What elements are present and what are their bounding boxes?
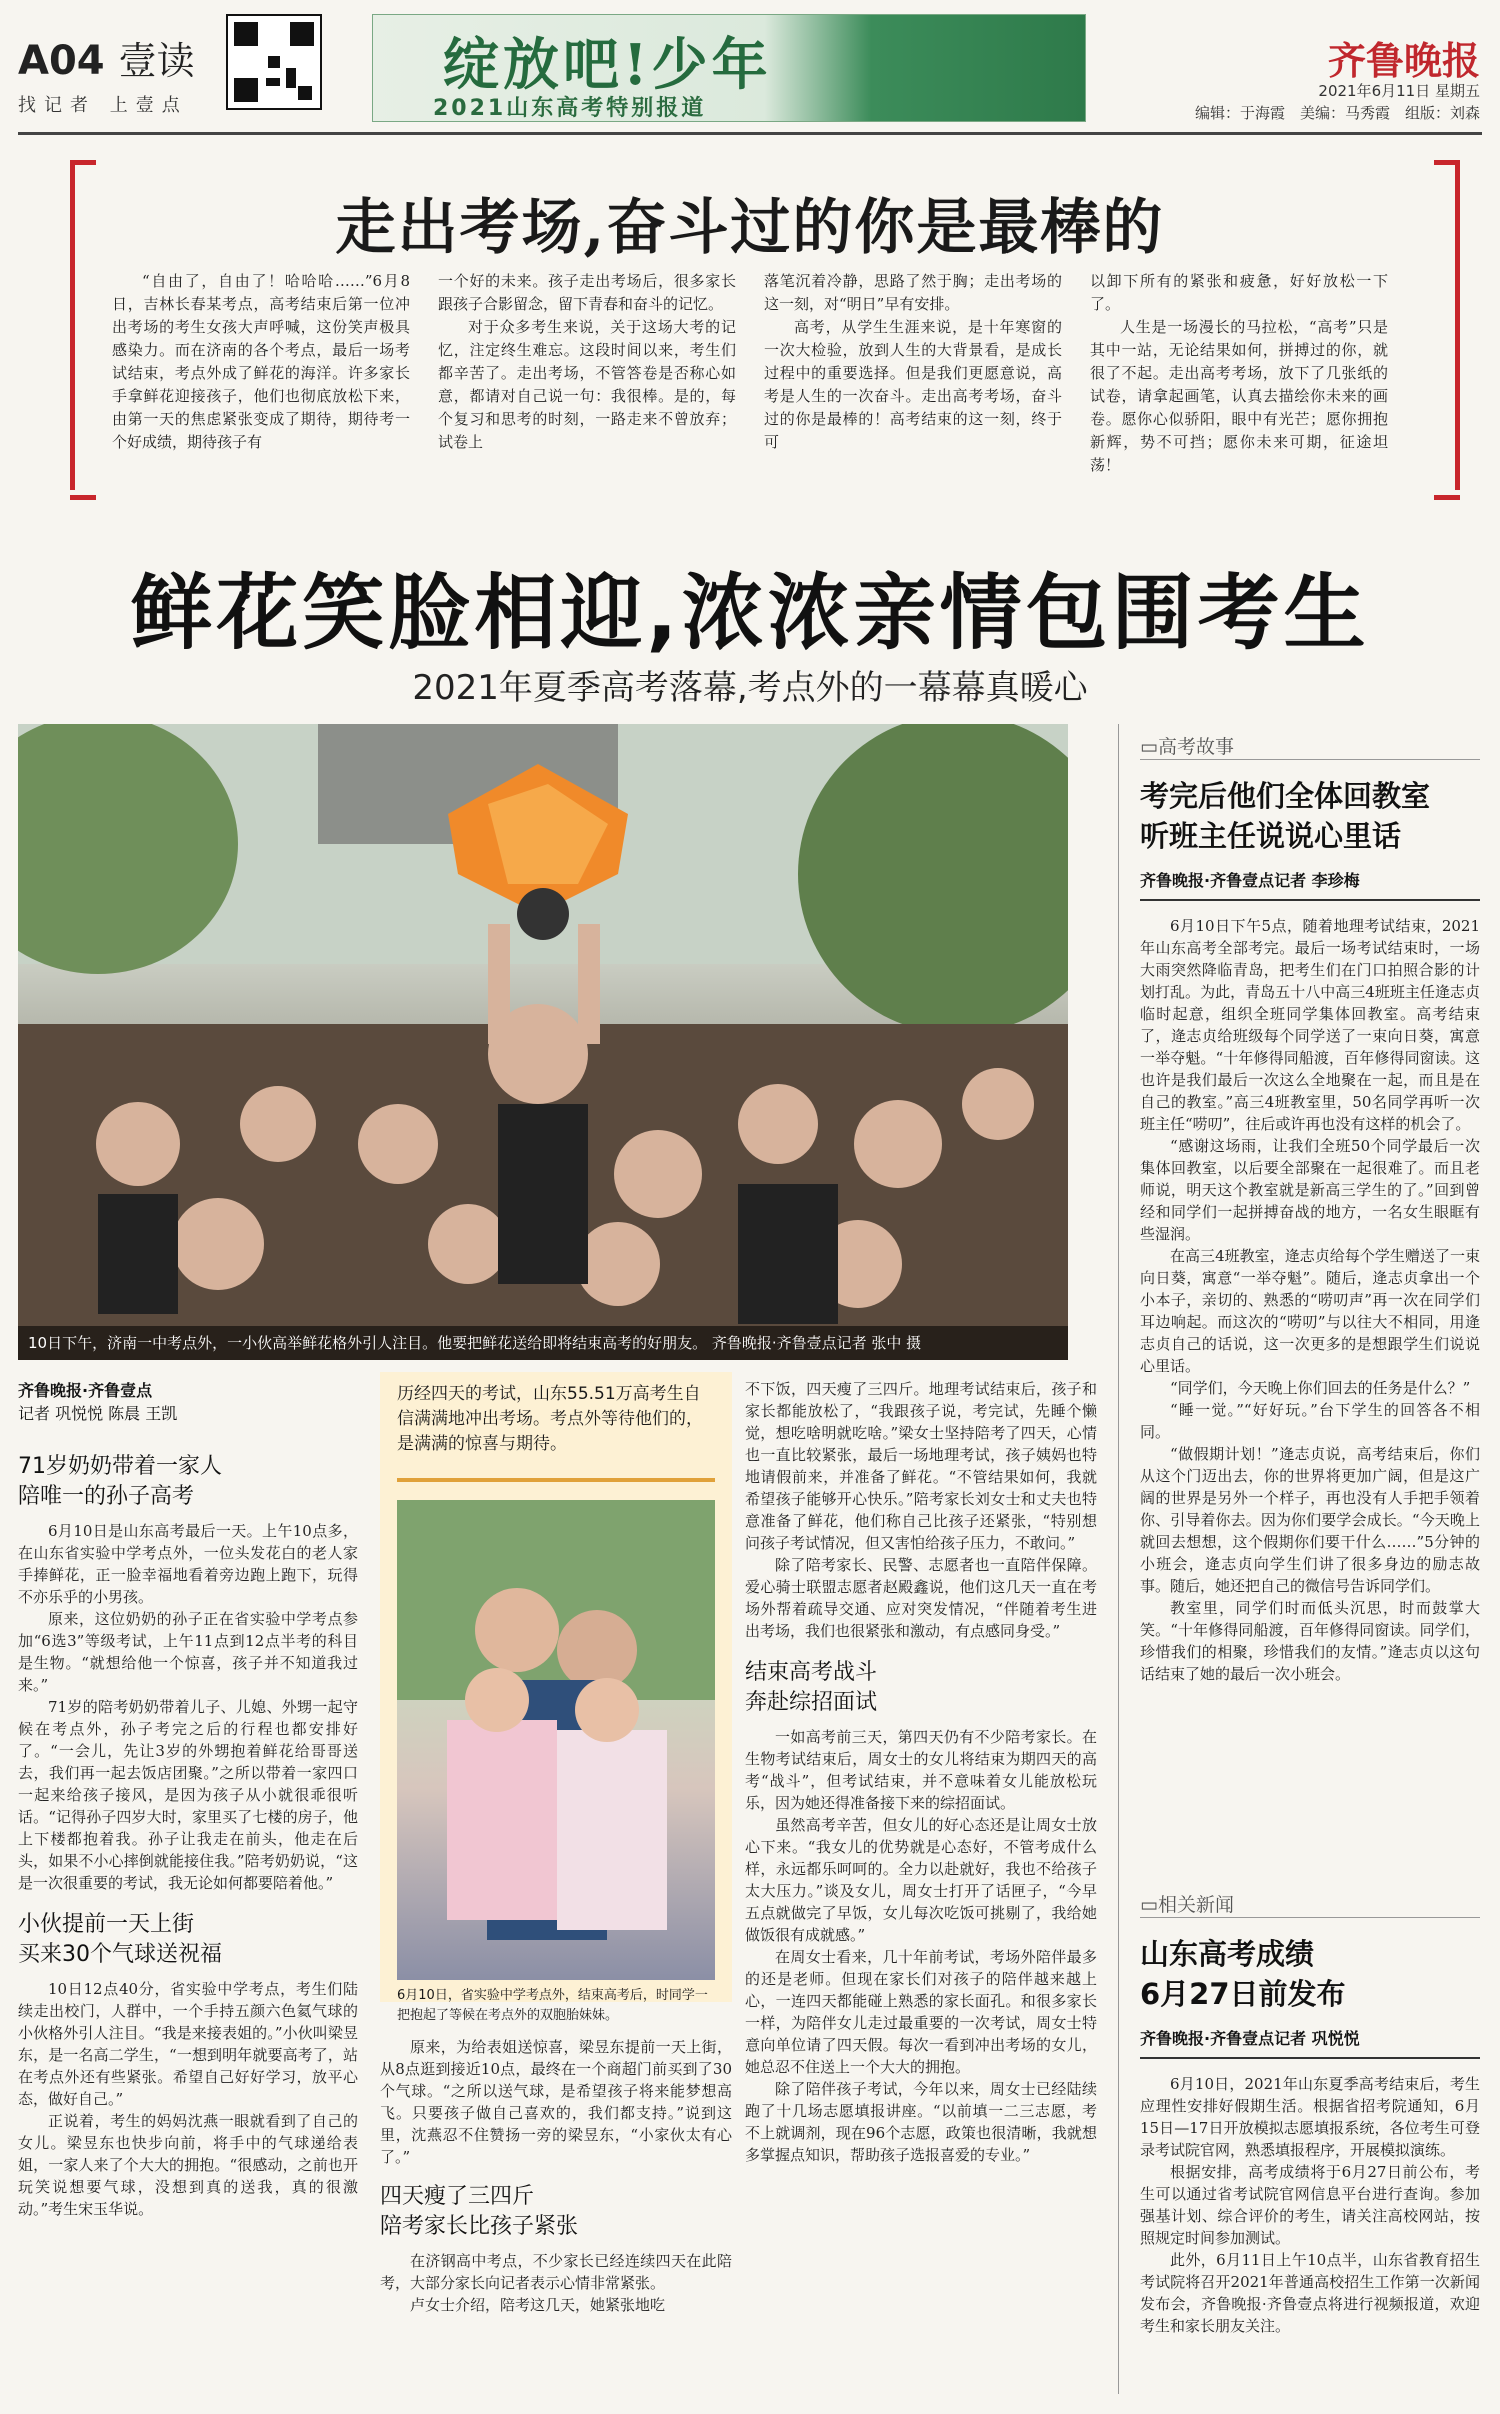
paragraph: 除了陪伴孩子考试，今年以来，周女士已经陆续跑了十几场志愿填报讲座。“以前填一二三志愿，考不上就调剂，现在96个志愿，政策也很清晰，我就想多掌握点知识，帮助孩子选报喜爱的专业。”: [745, 2080, 1097, 2164]
section-name: 壹读: [118, 39, 195, 83]
paragraph: 根据安排，高考成绩将于6月27日前公布，考生可以通过省考试院官网信息平台进行查询。参加强基计划、综合评价的考生，请关注高校网站，按照规定时间参加测试。: [1140, 2163, 1480, 2247]
section-heading: 小伙提前一天上街 买来30个气球送祝福: [18, 1912, 222, 1967]
paragraph: 不下饭，四天瘦了三四斤。地理考试结束后，孩子和家长都能放松了，“我跟孩子说，考完试，先睡个懒觉，想吃啥明就吃啥。”梁女士坚持陪考了四天，心情也一直比较紧张，最后一场地理考试，孩子姨妈也特地请假前来，并准备了鲜花。“不管结果如何，我就希望孩子能够开心快乐。”陪考家长刘女士和丈夫也特意准备了鲜花，他们称自己比孩子还紧张，“特别想问孩子考试情况，但又害怕给孩子压力，不敢问。”: [745, 1380, 1097, 1552]
related-story-title: 山东高考成绩 6月27日前发布: [1140, 1937, 1346, 2011]
paragraph: 虽然高考辛苦，但女儿的好心态还是让周女士放心下来。“我女儿的优势就是心态好，不管考成什么样，永远都乐呵呵的。全力以赴就好，我也不给孩子太大压力。”谈及女儿，周女士打开了话匣子，“今早五点就做完了早饭，女儿每次吃饭可挑剔了，我给她做饭很有成就感。”: [745, 1816, 1097, 1944]
paragraph: 落笔沉着冷静，思路了然于胸；走出考场的这一刻，对“明日”早有安排。: [764, 272, 1062, 313]
page-number: A04: [18, 38, 105, 84]
main-byline-org: 齐鲁晚报·齐鲁壹点: [18, 1381, 153, 1400]
related-story-byline: 齐鲁晚报·齐鲁壹点记者 巩悦悦: [1140, 2029, 1360, 2048]
column-divider: [1118, 724, 1119, 2394]
section-heading: 71岁奶奶带着一家人 陪唯一的孙子高考: [18, 1454, 222, 1509]
paragraph: 6月10日，2021年山东夏季高考结束后，考生应理性安排好假期生活。根据省招考院通知，6月15日—17日开放模拟志愿填报系统，各位考生可登录考试院官网，熟悉填报程序，开展模拟演练。: [1140, 2075, 1480, 2159]
paragraph: 一个好的未来。孩子走出考场后，很多家长跟孩子合影留念，留下青春和奋斗的记忆。: [438, 272, 736, 313]
section-body: [380, 2250, 732, 2316]
paragraph: 一如高考前三天，第四天仍有不少陪考家长。在生物考试结束后，周女士的女儿将结束为期四天的高考“战斗”，但考试结束，并不意味着女儿能放松玩乐，因为她还得准备接下来的综招面试。: [745, 1728, 1097, 1812]
paragraph: 教室里，同学们时而低头沉思，时而鼓掌大笑。“十年修得同船渡，百年修得同窗读。同学们，珍惜我们的相聚，珍惜我们的友情。”逄志贞以这句话结束了她的最后一次小班会。: [1140, 1599, 1480, 1683]
intro-text: 历经四天的考试，山东55.51万高考生自信满满地冲出考场。考点外等待他们的，是满满的惊喜与期待。: [397, 1384, 703, 1454]
top-story-col-2: [438, 270, 736, 454]
sidebar-tag-story: ▭高考故事: [1140, 732, 1480, 760]
masthead-left: [18, 30, 195, 117]
main-headline: 鲜花笑脸相迎,浓浓亲情包围考生: [130, 566, 1370, 661]
section-body: [745, 1726, 1097, 2166]
related-story-body: [1140, 2073, 1480, 2337]
paragraph: 在高三4班教室，逄志贞给每个学生赠送了一束向日葵，寓意“一举夺魁”。随后，逄志贞拿出一个小本子，亲切的、熟悉的“唠叨声”再一次在同学们耳边响起。而这次的“唠叨”与以往大不相同，用逄志贞自己的话说，这一次更多的是想跟学生们说说心里话。: [1140, 1247, 1480, 1375]
main-byline-names: 记者 巩悦悦 陈晨 王凯: [18, 1404, 178, 1423]
sidebar-story-byline: 齐鲁晚报·齐鲁壹点记者 李珍梅: [1140, 871, 1360, 890]
section-heading: 四天瘦了三四斤 陪考家长比孩子紧张: [380, 2184, 579, 2239]
paragraph: 10日12点40分，省实验中学考点，考生们陆续走出校门，人群中，一个手持五颜六色氦气球的小伙格外引人注目。“我是来接表姐的。”小伙叫梁昱东，是一名高二学生，“一想到明年就要高考了，站在考点外还有些紧张。希望自己好好学习，放平心态，做好自己。”: [18, 1980, 358, 2108]
paragraph: 以卸下所有的紧张和疲惫，好好放松一下了。: [1090, 272, 1388, 313]
special-report-banner: [372, 14, 1086, 122]
sidebar-tag-related: ▭相关新闻: [1140, 1890, 1480, 1918]
twins-photo-caption: 6月10日，省实验中学考点外，结束高考后，时同学一把抱起了等候在考点外的双胞胎妹妹。: [397, 1988, 708, 2023]
student-hugging-sisters-image: [397, 1500, 715, 1980]
top-story-col-3: [764, 270, 1062, 454]
paragraph: “同学们，今天晚上你们回去的任务是什么？”: [1170, 1379, 1471, 1397]
paragraph: 正说着，考生的妈妈沈燕一眼就看到了自己的女儿。梁昱东也快步向前，将手中的气球递给表姐，一家人来了个大大的拥抱。“很感动，之前也开玩笑说想要气球，没想到真的送我，真的很激动。”考生宋玉华说。: [18, 2112, 358, 2218]
section-body: [18, 1978, 358, 2220]
section-heading: 结束高考战斗 奔赴综招面试: [745, 1660, 878, 1715]
paragraph: “睡一觉。”“好好玩。”台下学生的回答各不相同。: [1140, 1401, 1480, 1441]
intro-divider: [397, 1478, 715, 1482]
paragraph: “感谢这场雨，让我们全班50个同学最后一次集体回教室，以后要全部聚在一起很难了。而且老师说，明天这个教室就是新高三学生的了。”回到曾经和同学们一起拼搏奋战的地方，一名女生眼眶有些湿润。: [1140, 1137, 1480, 1243]
paragraph: “做假期计划！”逄志贞说，高考结束后，你们从这个门迈出去，你的世界将更加广阔，但是这广阔的世界是另外一个样子，再也没有人手把手领着你、引导着你去。因为你们要学会成长。“今天晚上就回去想想，这个假期你们要干什么……”5分钟的小班会，逄志贞向学生们讲了很多身边的励志故事。随后，她还把自己的微信号告诉同学们。: [1140, 1445, 1480, 1595]
main-story-col-2: [380, 2036, 732, 2316]
section-body: [18, 1520, 358, 1894]
main-subheadline: 2021年夏季高考落幕,考点外的一幕幕真暖心: [412, 668, 1088, 708]
paragraph: 卢女士介绍，陪考这几天，她紧张地吃: [410, 2296, 666, 2314]
paragraph: 原来，为给表姐送惊喜，梁昱东提前一天上街，从8点逛到接近10点，最终在一个商超门前买到了30个气球。“之所以送气球，是希望孩子将来能梦想高飞。只要孩子做自己喜欢的，我们都支持。”说到这里，沈燕忍不住赞扬一旁的梁昱东，“小家伙太有心了。”: [380, 2038, 732, 2166]
sidebar-story-title: 考完后他们全体回教室 听班主任说说心里话: [1140, 779, 1431, 853]
paragraph: 人生是一场漫长的马拉松，“高考”只是其中一站，无论结果如何，拼搏过的你，就很了不起。走出高考考场，放下了几张纸的试卷，请拿起画笔，认真去描绘你未来的画卷。愿你心似骄阳，眼中有光芒；愿你拥抱新辉，势不可挡；愿你未来可期，征途坦荡！: [1090, 318, 1388, 474]
banner-title: 绽放吧!少年: [443, 32, 772, 98]
header-rule: [18, 132, 1482, 135]
paragraph: 6月10日下午5点，随着地理考试结束，2021年山东高考全部考完。最后一场考试结束时，一场大雨突然降临青岛，把考生们在门口拍照合影的计划打乱。为此，青岛五十八中高三4班班主任逄志贞临时起意，组织全班同学集体回教室。高考结束了，逄志贞给班级每个同学送了一束向日葵，寓意一举夺魁。“十年修得同船渡，百年修得同窗读。这也许是我们最后一次这么全地聚在一起，而且是在自己的教室。”高三4班教室里，50名同学再听一次班主任“唠叨”，往后或许再也没有这样的机会了。: [1140, 917, 1480, 1133]
qr-code-icon[interactable]: [226, 14, 322, 110]
section-body: [380, 2036, 732, 2168]
top-story-title: 走出考场,奋斗过的你是最棒的: [335, 193, 1165, 263]
crowd-with-flowers-image: [18, 724, 1068, 1360]
paragraph: 原来，这位奶奶的孙子正在省实验中学考点参加“6选3”等级考试，上午11点到12点半考的科目是生物。“就想给他一个惊喜，孩子并不知道我过来。”: [18, 1610, 358, 1694]
paragraph: 此外，6月11日上午10点半，山东省教育招生考试院将召开2021年普通高校招生工作第一次新闻发布会，齐鲁晚报·齐鲁壹点将进行视频报道，欢迎考生和家长朋友关注。: [1140, 2251, 1480, 2335]
section-body: [745, 1378, 1097, 1642]
main-story-col-1: [18, 1378, 358, 2220]
paragraph: 71岁的陪考奶奶带着儿子、儿媳、外甥一起守候在考点外，孙子考完之后的行程也都安排好了。“一会儿，先让3岁的外甥抱着鲜花给哥哥送去，我们再一起去饭店团聚。”之所以带着一家四口一起来给孩子接风，是因为孩子从小就很乖很听话。“记得孙子四岁大时，家里买了七楼的房子，他上下楼都抱着我。孙子让我走在前头，他走在后头，如果不小心摔倒就能接住我。”陪考奶奶说，“这是一次很重要的考试，我无论如何都要陪着他。”: [18, 1698, 358, 1892]
paragraph: 在周女士看来，几十年前考试，考场外陪伴最多的还是老师。但现在家长们对孩子的陪伴越来越上心，一连四天都能碰上熟悉的家长面孔。和很多家长一样，为陪伴女儿走过最重要的一次考试，周女士特意向单位请了四天假。每次一看到冲出考场的女儿，她总忍不住送上一个大大的拥抱。: [745, 1948, 1097, 2076]
tag-box-icon: ▭: [1140, 736, 1158, 758]
twins-photo: [397, 1500, 715, 1980]
issue-date: 2021年6月11日 星期五: [1318, 82, 1480, 100]
main-story-col-3: [745, 1378, 1097, 2166]
tag-box-icon: ▭: [1140, 1894, 1158, 1916]
sidebar-story-body: [1140, 915, 1480, 1685]
sidebar-related: [1140, 1890, 1480, 2337]
paragraph: 在济钢高中考点，不少家长已经连续四天在此陪考，大部分家长向记者表示心情非常紧张。: [380, 2252, 732, 2292]
top-story-col-4: [1090, 270, 1388, 477]
banner-subtitle: 2021山东高考特别报道: [433, 96, 707, 121]
editor-credits: 编辑：于海霞 美编：马秀霞 组版：刘森: [1194, 104, 1480, 122]
paragraph: 6月10日是山东高考最后一天。上午10点多，在山东省实验中学考点外，一位头发花白的老人家手捧鲜花，正一脸幸福地看着旁边跑上跑下，玩得不亦乐乎的小男孩。: [18, 1522, 358, 1606]
paragraph: 高考，从学生生涯来说，是十年寒窗的一次大检验，放到人生的大背景看，是成长过程中的重要选择。但是我们更愿意说，高考是人生的一次奋斗。走出高考考场，奋斗过的你是最棒的！高考结束的这一刻，终于可: [764, 318, 1062, 451]
paragraph: “自由了，自由了！哈哈哈……”6月8日，吉林长春某考点，高考结束后第一位冲出考场的考生女孩大声呼喊，这份笑声极具感染力。而在济南的各个考点，最后一场考试结束，考点外成了鲜花的海洋。许多家长手拿鲜花迎接孩子，他们也彻底放松下来，由第一天的焦虑紧张变成了期待，期待考一个好成绩，期待孩子有: [112, 272, 410, 451]
newspaper-logo: 齐鲁晚报: [1327, 38, 1480, 83]
top-story-col-1: [112, 270, 410, 454]
sidebar: [1140, 732, 1480, 1685]
paragraph: 对于众多考生来说，关于这场大考的记忆，注定终生难忘。这段时间以来，考生们都辛苦了。走出考场，不管答卷是否称心如意，都请对自己说一句：我很棒。是的，每个复习和思考的时刻，一路走来不曾放弃；试卷上: [438, 318, 736, 451]
main-photo-caption: 10日下午，济南一中考点外，一小伙高举鲜花格外引人注目。他要把鲜花送给即将结束高考的好朋友。 齐鲁晚报·齐鲁壹点记者 张中 摄: [18, 1326, 1068, 1360]
main-photo: [18, 724, 1068, 1360]
issue-info: [1195, 80, 1480, 124]
slogan: 找记者 上壹点: [18, 95, 188, 116]
paragraph: 除了陪考家长、民警、志愿者也一直陪伴保障。爱心骑士联盟志愿者赵殿鑫说，他们这几天一直在考场外帮着疏导交通、应对突发情况，“伴随着考生进出考场，我们也很紧张和激动，有点感同身受。”: [745, 1556, 1097, 1640]
